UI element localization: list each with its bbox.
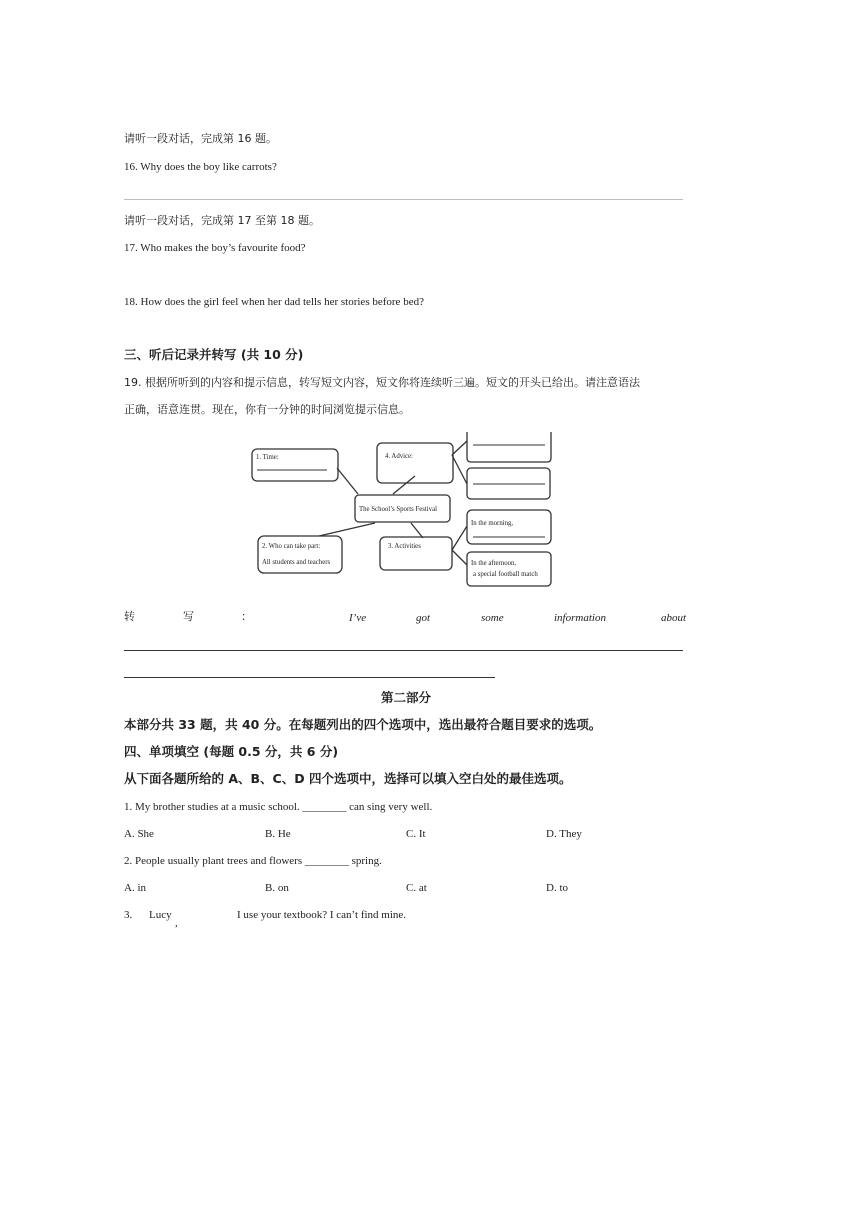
advice-bottom-box <box>467 468 550 499</box>
question-2-option-b[interactable]: B. on <box>265 882 289 894</box>
question-19-instruction-line1: 19. 根据所听到的内容和提示信息，转写短文内容，短文你将连续听三遍。短文的开头已给出。请注意语法 <box>124 376 640 389</box>
activities-box <box>380 537 452 570</box>
time-label: 1. Time: <box>256 454 279 461</box>
question-16: 16. Why does the boy like carrots? <box>124 161 277 173</box>
question-1-option-b[interactable]: B. He <box>265 828 291 840</box>
question-19-instruction-line2: 正确，语意连贯。现在，你有一分钟的时间浏览提示信息。 <box>124 403 410 416</box>
section-4-heading: 四、单项填空 (每题 0.5 分，共 6 分) <box>124 744 339 759</box>
question-18: 18. How does the girl feel when her dad tells her stories before bed? <box>124 296 424 308</box>
divider <box>124 199 683 200</box>
question-1-option-c[interactable]: C. It <box>406 828 426 840</box>
mind-map <box>245 428 560 590</box>
question-2-option-a[interactable]: A. in <box>124 882 146 894</box>
advice-box <box>377 443 453 483</box>
transcribe-word-3: some <box>481 612 504 624</box>
who-value: All students and teachers <box>262 559 331 566</box>
section-3-heading: 三、听后记录并转写 (共 10 分) <box>124 347 304 362</box>
question-17: 17. Who makes the boy’s favourite food? <box>124 242 306 254</box>
advice-top-box <box>467 432 551 462</box>
activities-label: 3. Activities <box>388 543 421 550</box>
transcribe-word-1: I’ve <box>349 612 367 624</box>
listening-intro-16: 请听一段对话，完成第 16 题。 <box>124 132 277 145</box>
question-3-comma: , <box>175 917 178 929</box>
question-1-option-d[interactable]: D. They <box>546 828 582 840</box>
section-4-instruction: 从下面各题所给的 A、B、C、D 四个选项中，选择可以填入空白处的最佳选项。 <box>124 771 572 786</box>
question-3-number: 3. <box>124 909 133 921</box>
question-3-rest: I use your textbook? I can’t find mine. <box>237 909 407 921</box>
who-box <box>258 536 342 573</box>
listening-intro-17-18: 请听一段对话，完成第 17 至第 18 题。 <box>124 214 320 227</box>
transcribe-word-2: got <box>416 612 431 624</box>
transcribe-label-colon: ： <box>241 610 252 623</box>
transcribe-label-2: 写 <box>183 610 194 623</box>
afternoon-box <box>467 552 551 586</box>
morning-label: In the morning, <box>471 520 514 527</box>
part-2-instruction: 本部分共 33 题，共 40 分。在每题列出的四个选项中，选出最符合题目要求的选项。 <box>124 717 602 732</box>
morning-box <box>467 510 551 544</box>
part-2-title: 第二部分 <box>381 690 432 705</box>
question-2-option-c[interactable]: C. at <box>406 882 427 894</box>
question-1-option-a[interactable]: A. She <box>124 828 154 840</box>
question-3-name: Lucy <box>149 909 172 921</box>
afternoon-label-2: a special football match <box>473 571 538 578</box>
center-label: The School’s Sports Festival <box>359 506 437 513</box>
advice-label: 4. Advice: <box>385 453 413 460</box>
question-2-stem: 2. People usually plant trees and flowers ________ spring. <box>124 855 382 867</box>
answer-line-2[interactable] <box>124 677 495 678</box>
question-2-option-d[interactable]: D. to <box>546 882 568 894</box>
transcribe-label-1: 转 <box>124 610 135 623</box>
answer-line-1[interactable] <box>124 650 683 651</box>
afternoon-label-1: In the afternoon, <box>471 560 517 567</box>
transcribe-word-4: information <box>554 612 606 624</box>
question-1-stem: 1. My brother studies at a music school. ________ can sing very well. <box>124 801 433 813</box>
transcribe-word-5: about <box>661 612 687 624</box>
who-label: 2. Who can take part: <box>262 543 321 550</box>
